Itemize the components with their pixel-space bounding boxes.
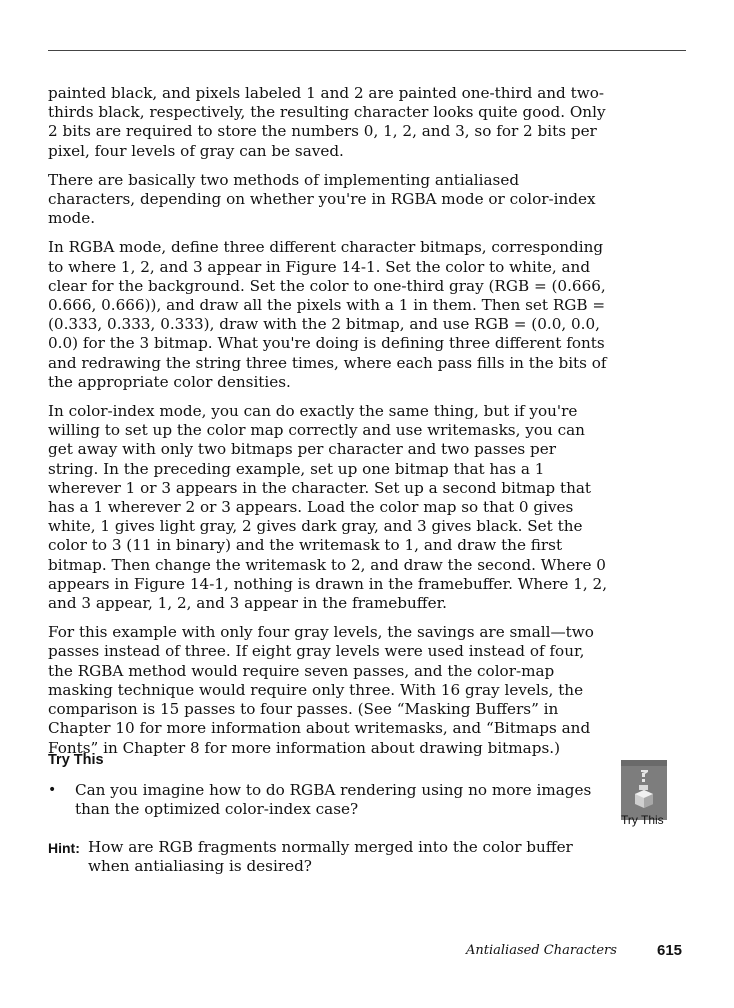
page-number: 615 [657, 942, 683, 959]
header-rule [48, 50, 686, 51]
paragraph: For this example with only four gray levels, the savings are small—two passes instead of three. If eight gray levels were used instead of four, the RGBA method would require seven passes, and the color-map masking technique would require only three. With 16 gray levels, the comparison is 15 passes to four passes. (See “Masking Buffers” in Chapter 10 for more information about writemasks, and “Bitmaps and Fonts” in Chapter 8 for more information about drawing bitmaps.) [48, 623, 594, 757]
try-this-icon [621, 760, 667, 820]
hint [48, 838, 608, 876]
bullet-text: Can you imagine how to do RGBA rendering using no more images than the optimized color-index case? [75, 781, 592, 819]
body-text [48, 84, 608, 768]
footer-section-title: Antialiased Characters [466, 943, 617, 958]
paragraph: In RGBA mode, define three different character bitmaps, corresponding to where 1, 2, and 3 appear in Figure 14-1. Set the color to white, and clear for the background. Set the color to one-third gray (RGB = (0.666, 0.666, 0.666)), and draw all the pixels with a 1 in them. Then set RGB = (0.333, 0.333, 0.333), draw with the 2 bitmap, and use RGB = (0.0, 0.0, 0.0) for the 3 bitmap. What you're doing is defining three different fonts and redrawing the string three times, where each pass fills in the bits of the appropriate color densities. [48, 238, 607, 391]
paragraph: painted black, and pixels labeled 1 and 2 are painted one-third and two-thirds black, respectively, the resulting character looks quite good. Only 2 bits are required to store the numbers 0, 1, 2, and 3, so for 2 bits per pixel, four levels of gray can be saved. [48, 84, 606, 160]
hint-label: Hint: [48, 840, 80, 856]
try-this-icon-graphic [621, 760, 667, 820]
paragraph: In color-index mode, you can do exactly the same thing, but if you're willing to set up the color map correctly and use writemasks, you can get away with only two bitmaps per character and two passes per string. In the preceding example, set up one bitmap that has a 1 wherever 1 or 3 appears in the character. Set up a second bitmap that has a 1 wherever 2 or 3 appears. Load the color map so that 0 gives white, 1 gives light gray, 2 gives dark gray, and 3 gives black. Set the color to 3 (11 in binary) and the writemask to 1, and draw the first bitmap. Then change the writemask to 2, and draw the second. Where 0 appears in Figure 14-1, nothing is drawn in the framebuffer. Where 1, 2, and 3 appear, 1, 2, and 3 appear in the framebuffer. [48, 402, 608, 613]
hint-text: How are RGB fragments normally merged into the color buffer when antialiasing is desired? [88, 838, 573, 876]
paragraph: There are basically two methods of implementing antialiased characters, depending on whether you're in RGBA mode or color-index mode. [48, 170, 596, 228]
bullet-icon: • [48, 782, 57, 798]
try-this-icon-label: Try This [621, 813, 664, 827]
try-this-heading: Try This [48, 752, 104, 768]
try-this-bullet [48, 781, 608, 819]
